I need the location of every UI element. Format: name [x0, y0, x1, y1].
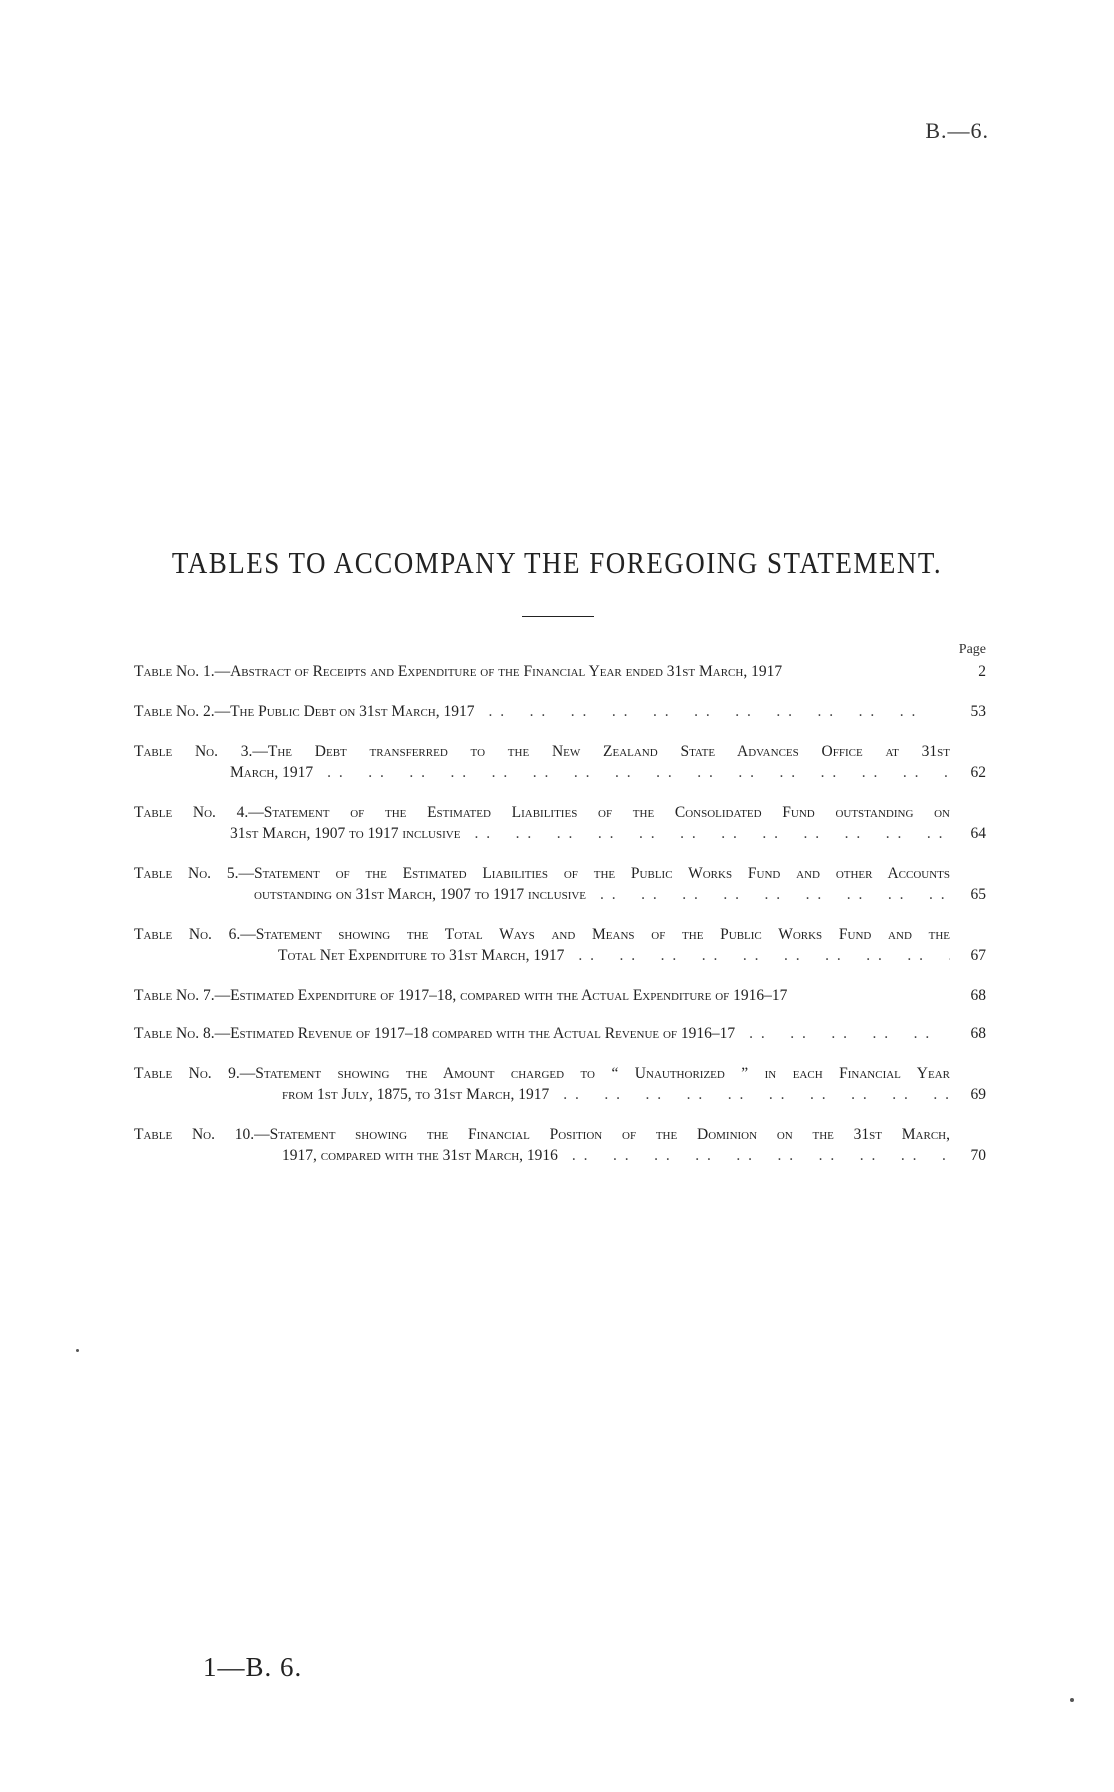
toc-entry-10 [134, 1124, 986, 1166]
table-of-contents [134, 661, 986, 1166]
toc-entry-text [134, 661, 960, 682]
scan-speck [1070, 1698, 1074, 1702]
toc-entry-continuation-text: Total Net Expenditure to 31st March, 1917 [278, 947, 565, 964]
toc-entry-3 [134, 741, 986, 783]
page-title: TABLES TO ACCOMPANY THE FOREGOING STATEMENT. [171, 546, 943, 580]
toc-entry-1 [134, 661, 986, 682]
toc-entry-5 [134, 863, 986, 905]
dot-leaders [327, 762, 950, 783]
toc-entry-continuation-text: March, 1917 [230, 764, 314, 781]
toc-entry-2 [134, 701, 986, 722]
title-rule [522, 616, 594, 617]
toc-page-number: 70 [970, 1147, 986, 1164]
toc-entry-title: Table No. 9.—Statement showing the Amount charged to “ Unauthorized ” in each Financial Year [134, 1065, 950, 1082]
toc-entry-continuation-text: 1917, compared with the 31st March, 1916 [282, 1147, 558, 1164]
toc-entry-text [134, 985, 960, 1006]
toc-entry-title: Table No. 8.—Estimated Revenue of 1917–18 compared with the Actual Revenue of 1916–17 [134, 1025, 736, 1042]
toc-entry-title: Table No. 3.—The Debt transferred to the New Zealand State Advances Office at 31st [134, 743, 950, 760]
dot-leaders [749, 1023, 940, 1044]
toc-entry-9 [134, 1063, 986, 1105]
toc-entry-continuation [134, 884, 960, 905]
page-signature: 1—B. 6. [203, 1652, 303, 1682]
toc-entry-continuation [134, 945, 960, 966]
toc-entry-continuation-text: outstanding on 31st March, 1907 to 1917 inclusive [254, 886, 587, 903]
toc-entry-8 [134, 1023, 986, 1044]
dot-leaders [572, 1145, 950, 1166]
toc-page-number: 53 [970, 703, 986, 720]
dot-leaders [578, 945, 950, 966]
dot-leaders [600, 884, 950, 905]
toc-page-number: 65 [970, 886, 986, 903]
toc-entry-6 [134, 924, 986, 966]
toc-entry-title: Table No. 6.—Statement showing the Total Ways and Means of the Public Works Fund and the [134, 926, 950, 943]
scan-speck [76, 1349, 79, 1352]
toc-entry-title: Table No. 1.—Abstract of Receipts and Expenditure of the Financial Year ended 31st March, 1917 [134, 663, 783, 680]
toc-page-number: 2 [978, 663, 986, 680]
toc-entry-title: Table No. 5.—Statement of the Estimated Liabilities of the Public Works Fund and other Accounts [134, 865, 950, 882]
document-reference: B.—6. [925, 118, 989, 143]
toc-entry-continuation-text: from 1st July, 1875, to 31st March, 1917 [282, 1086, 550, 1103]
toc-entry-7 [134, 985, 986, 1006]
toc-entry-continuation [134, 1145, 960, 1166]
toc-entry-title: Table No. 4.—Statement of the Estimated Liabilities of the Consolidated Fund outstanding on [134, 804, 950, 821]
toc-entry-title: Table No. 2.—The Public Debt on 31st March, 1917 [134, 703, 475, 720]
toc-entry-continuation-text: 31st March, 1907 to 1917 inclusive [230, 825, 461, 842]
toc-page-number: 64 [970, 825, 986, 842]
dot-leaders [474, 823, 950, 844]
toc-entry-title: Table No. 10.—Statement showing the Financial Position of the Dominion on the 31st March, [134, 1126, 950, 1143]
toc-page-number: 68 [970, 1025, 986, 1042]
toc-entry-continuation [134, 762, 960, 783]
toc-entry-continuation [134, 823, 960, 844]
dot-leaders [563, 1084, 950, 1105]
toc-entry-4 [134, 802, 986, 844]
toc-page-number: 69 [970, 1086, 986, 1103]
toc-entry-title: Table No. 7.—Estimated Expenditure of 1917–18, compared with the Actual Expenditure of 1916–17 [134, 987, 788, 1004]
toc-entry-text [134, 1023, 960, 1044]
toc-page-number: 67 [970, 947, 986, 964]
toc-page-number: 62 [970, 764, 986, 781]
dot-leaders [489, 701, 941, 722]
toc-page-number: 68 [970, 987, 986, 1004]
toc-entry-text [134, 701, 960, 722]
page-column-heading: Page [958, 642, 986, 657]
toc-entry-continuation [134, 1084, 960, 1105]
